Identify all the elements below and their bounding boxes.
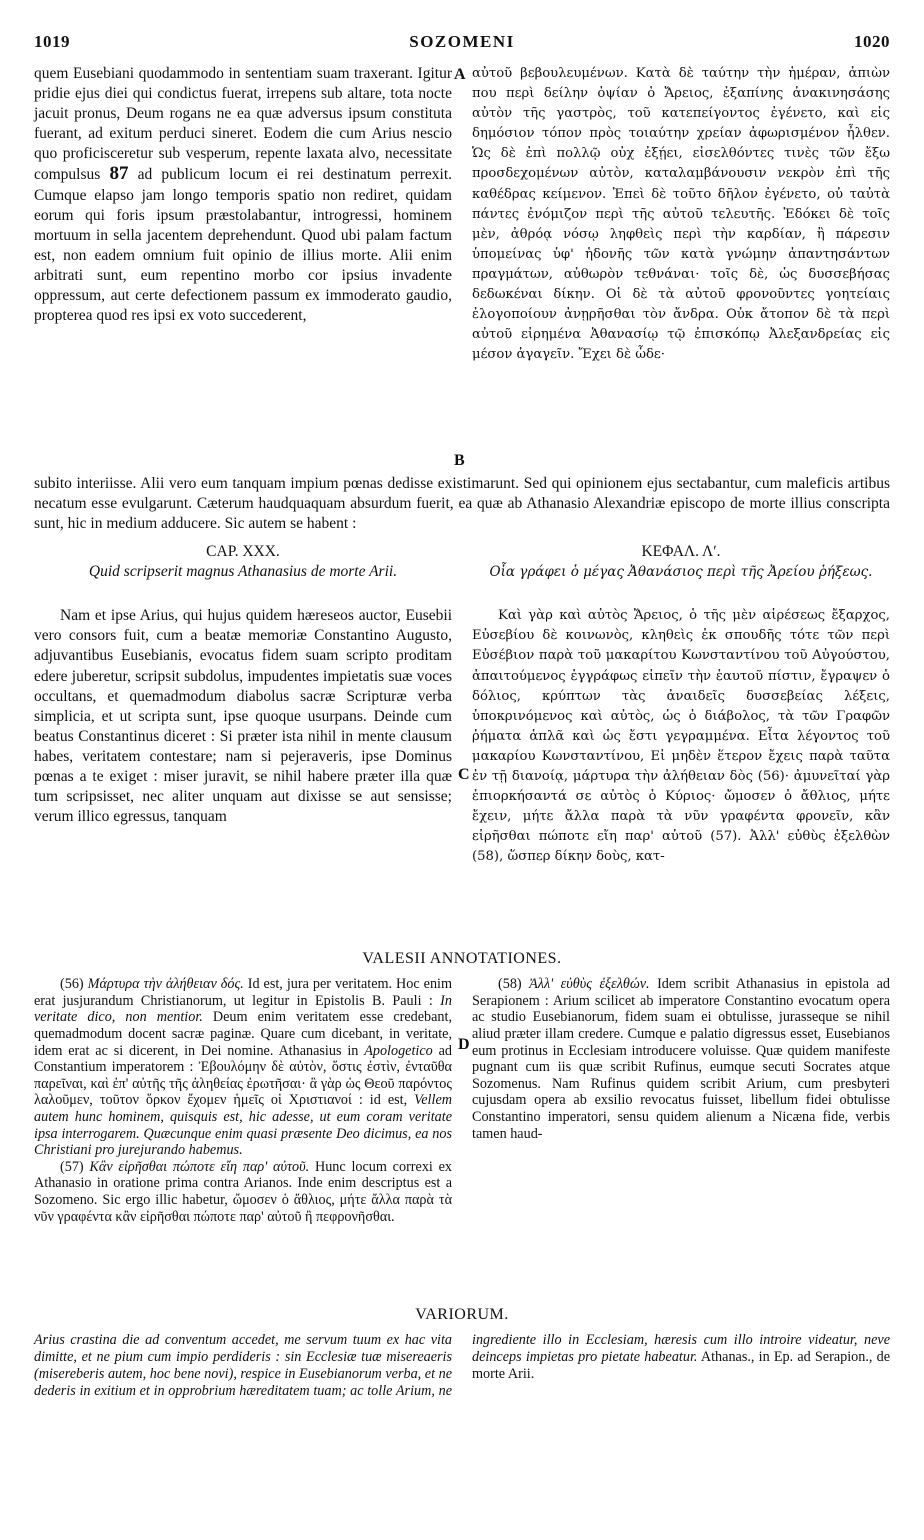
latin-text-top-1: quem Eusebiani quodammodo in sententiam suam traxerant. Igitur pridie ejus diei qui condictus fuerat, irrepens sub altare, tota nocte jacuit pronus, Deum rogans ne ea quæ adversus ipsum constituta fuerant, ad exitum perduci sineret. Eodem die cum Arius nescio quo proficisceretur sub vesperum, repente laxata alvo, necessitate compulsus (34, 65, 452, 184)
annotation-57 (34, 1159, 452, 1225)
latin-text-top-2: ad publicum locum ei rei destinatum perrexit. Cumque elapso jam longo temporis spatio non rediret, quidam eorum qui foris ipsum præstolabantur, introgressi, hominem mortuum in sella jacentem deprehendunt. Quod ubi palam factum est, non eadem omnium fuit opinio de illius morte. Alii enim arbitrati sunt, eum repentino morbo cor ipsius invadente oppressum, aut certe defectionem passum ex immoderato gaudio, propterea quod res ipsi ex voto succederent, (34, 166, 453, 325)
annotation-column-right (472, 976, 890, 1142)
running-header (34, 30, 890, 64)
running-title: SOZOMENI (409, 32, 515, 51)
greek-chapter-title: ΚΕΦΑΛ. Λʹ. (641, 543, 721, 561)
margin-letter-d: D (458, 1036, 470, 1054)
annotation-57-number: (57) (60, 1158, 84, 1175)
latin-full-width-text: subito interiisse. Alii vero eum tanquam impium pœnas dedisse existimarunt. Sed qui opinionem ejus sectabantur, cum maleficis artibus necatum esse evulgarunt. Cæterum haudquaquam absurdum fuerit, ea quæ ab Athanasio Alexandriæ episcopo de morte illius conscripta sunt, hic in medium adducere. Sic autem se habent : (34, 475, 890, 533)
annotation-56-text-a: Id est, jura per veritatem. Hoc enim erat jusjurandum Christianorum, ut legitur in Epistolis B. Pauli : (34, 976, 453, 1009)
latin-chapter-title: CAP. XXX. (206, 543, 280, 561)
annotation-57-lemma: Κἂν εἰρῆσθαι πώποτε εἴη παρ' αὐτοῦ. (89, 1158, 310, 1175)
annotation-57-text: Hunc locum correxi ex Athanasio in oratione prima contra Arianos. Inde enim descriptus est a Sozomeno. Sic ergo illic habetur, ὤμοσεν ὁ ἄθλιος, μήτε ἄλλα παρὰ τὰ νῦν γραφέντα κἂν εἰρῆσθαι πώποτε παρ' αὐτοῦ ἢ πεφρονῆσθαι. (34, 1158, 453, 1225)
annotation-58-text: Idem scribit Athanasius in epistola ad Serapionem : Arium scilicet ab imperatore Constantino evocatum opera ac studio Eusebianorum, fidem suam ei obtulisse, jurasseque se nihil aliud præter illam credere. Cumque e palatio digressus esset, Eusebianos eum protinus in Ecclesiam introducere voluisse. Quæ quidem manifeste pugnant cum iis quæ scribit Rufinus, eumque secuti Socrates atque Sozomenus. Nam Rufinus quidem scribit Arium, cum presbyteri cujusdam opera ab exsilio revocatus fuisset, libellum fidei obtulisse Constantino imperatori, sensu quidem alienum a Nicæna fide, verbis tamen haud- (472, 976, 890, 1142)
margin-letter-b: B (454, 452, 465, 469)
annotation-56-text-b: Deum enim veritatem esse credebant, quemadmodum docent sacræ paginæ. Quare cum dicebant, in veritate, idem erat ac si dicerent, in Dei nomine. Athanasius in (34, 1009, 453, 1059)
annotation-56-quote-a: In veritate dico, non mentior. (34, 992, 452, 1026)
margin-letter-c: C (458, 766, 470, 784)
chapter-headings (34, 542, 890, 600)
annotations-heading: VALESII ANNOTATIONES. (362, 950, 562, 968)
greek-chapter-heading (472, 542, 890, 582)
variorum-heading: VARIORUM. (415, 1306, 509, 1324)
annotation-56-number: (56) (60, 976, 84, 993)
annotation-56-lemma: Μάρτυρα τὴν ἀλήθειαν δός. (87, 976, 244, 993)
top-columns (34, 64, 890, 469)
annotation-58 (472, 976, 890, 1142)
page-number-right: 1020 (854, 32, 890, 51)
margin-letter-a: A (454, 66, 466, 83)
variorum-source: Athanas., in Ep. ad Serapion., de morte Arii. (472, 1349, 891, 1382)
page-number-left: 1019 (34, 32, 70, 51)
document-page (34, 30, 890, 1510)
annotation-columns (34, 976, 890, 1294)
annotation-56-text-c: ad Constantium imperatorem : Ἐβουλόμην δὲ αὐτὸν, ὅστις ἐστὶν, ἐνταῦθα παρεῖναι, καὶ ἐπ' αὐτῆς τῆς ἀληθείας ἐρωτῆσαι· ἃ γὰρ ὡς Θεοῦ παρόντος λαλοῦμεν, τοῦτον ὅρκον ἔχομεν ἡμεῖς οἱ Χριστιανοί : id est, (34, 1042, 453, 1109)
annotation-58-lemma: Ἀλλ' εὐθὺς ἐξελθών. (529, 976, 650, 993)
annotation-58-number: (58) (498, 976, 522, 993)
chapter-columns (34, 606, 890, 936)
section-number: 87 (109, 163, 129, 185)
latin-chapter-subtitle: Quid scripserit magnus Athanasius de morte Arii. (88, 563, 398, 581)
greek-column-top (472, 64, 890, 365)
latin-chapter-text: Nam et ipse Arius, qui hujus quidem hæreseos auctor, Eusebii vero consors fuit, cum a beatæ memoriæ Constantino Augusto, adjuvantibus Eusebianis, evocatus fidem suam scripto proditam edere juberetur, scripsit subdolus, impudentes impietatis suæ voces occultans, et quemadmodum diabolus sacræ Scripturæ verba simplicia, et ut scripta sunt, ipse quoque usurpans. Deinde cum beatus Constantinus diceret : Si præter ista nihil in mente clausum habes, veritatem contestare; nam si pejeraveris, ipse Dominus pœnas a te exiget : miser juravit, se nihil habere præter illa quæ tum scripsisset, nec aliter unquam aut dixisse se aut sensisse; verum illico egressus, tanquam (34, 607, 452, 826)
annotation-56 (34, 976, 452, 1159)
greek-text-top: αὐτοῦ βεβουλευμένων. Κατὰ δὲ ταύτην τὴν ἡμέραν, ἀπιὼν που περὶ δείλην ὀψίαν ὁ Ἄρειος, ἐξαπίνης ἀνακινησάσης αὐτὸν τῆς γαστρὸς, τοῦ κατεπείγοντος ἐγένετο, καὶ εἰς δημόσιον τόπον πρὸς τοιαύτην χρείαν ἀφωρισμένον ἦλθεν. Ὡς δὲ ἐπὶ πολλῷ οὐχ ἐξῄει, εἰσελθόντες τινὲς τῶν ἔξω προσδεχομένων αὐτὸν, καταλαμβάνουσιν νεκρὸν ἐπὶ τῆς καθέδρας κείμενον. Ἐπεὶ δὲ τοῦτο δῆλον ἐγένετο, οὐ ταὐτὰ πάντες ἐνόμιζον περὶ τῆς αὐτοῦ τελευτῆς. Ἐδόκει δὲ τοῖς μὲν, ἀθρόᾳ νόσῳ ληφθεὶς περὶ τὴν καρδίαν, ἢ πάρεσιν ὑπομείνας ὑφ' ἡδονῆς τῶν κατὰ γνώμην ἀπαντησάντων πραγμάτων, αὐθωρὸν τεθνάναι· τοῖς δὲ, ὡς δυσσεβήσας δεδωκέναι δίκην. Οἱ δὲ τὰ αὐτοῦ φρονοῦντες γοητείαις ἐλογοποίουν ἀνῃρῆσθαι τὸν ἄνδρα. Οὐκ ἄτοπον δὲ τὰ περὶ αὐτοῦ εἰρημένα Ἀθανασίῳ τῷ ἐπισκόπῳ Ἀλεξανδρείας εἰς μέσον ἀγαγεῖν. Ἔχει δὲ ὧδε· (472, 66, 890, 363)
variorum-text (34, 1332, 890, 1399)
greek-chapter-subtitle: Οἷα γράφει ὁ μέγας Ἀθανάσιος περὶ τῆς Ἀρείου ῥήξεως. (489, 564, 873, 581)
variorum-quote: Arius crastina die ad conventum accedet, me servum tuum ex hac vita dimitte, et ne pium cum impio perdideris : sin Ecclesiæ tuæ misereaeris (misereberis autem, hoc bene novi), respice in Eusebianorum verba, et ne dederis in exitium et in opprobrium hæreditatem tuam; ac tolle Arium, ne ingrediente illo in Ecclesiam, hæresis cum illo introire videatur, neve deinceps impietas pro pietate habeatur. (34, 1332, 890, 1399)
greek-chapter-text: Καὶ γὰρ καὶ αὐτὸς Ἄρειος, ὁ τῆς μὲν αἱρέσεως ἔξαρχος, Εὐσεβίου δὲ κοινωνὸς, κληθεὶς ἐκ σπουδῆς τότε τῶν περὶ Εὐσέβιον παρὰ τοῦ μακαρίτου Κωνσταντίνου τοῦ Αὐγούστου, ἀπαιτούμενος ἐγγράφως εἰπεῖν τὴν ἑαυτοῦ πίστιν, ἔγραψεν ὁ δόλιος, κρύπτων τὰς ἀναιδεῖς δυσσεβείας λέξεις, ὑποκρινόμενος καὶ αὐτὸς, ὡς ὁ διάβολος, τὰ τῶν Γραφῶν ῥήματα ἁπλᾶ καὶ ὡς ἔστι γεγραμμένα. Εἶτα λέγοντος τοῦ μακαρίου Κωνσταντίνου, Εἰ μηδὲν ἕτερον ἔχεις παρὰ ταῦτα ἐν τῇ διανοίᾳ, μάρτυρα τὴν ἀλήθειαν δὸς (56)· ἀμυνεῖταί γὰρ ἐπιορκήσαντά σε αὐτὸς ὁ Κύριος· ὤμοσεν ὁ ἄθλιος, μήτε ἔχειν, μήτε ἄλλα παρὰ τὰ νῦν γραφέντα φρονεῖν, κἂν εἰρῆσθαι πώποτε εἴη παρ' αὐτοῦ (57). Ἀλλ' εὐθὺς ἐξελθὼν (58), ὥσπερ δίκην δοὺς, κατ- (472, 608, 890, 865)
latin-chapter-heading (34, 542, 452, 582)
annotation-column-left (34, 976, 452, 1225)
annotation-56-work-title: Apologetico (364, 1042, 433, 1059)
annotation-56-quote-c: Vellem autem hunc hominem, quisquis est, hic adesse, ut eum coram veritate ipsa interrogarem. Quæcunque enim quasi præsente Deo dicimus, ea nos Christiani pro jurejurando habemus. (34, 1092, 452, 1159)
latin-column-top (34, 64, 452, 326)
